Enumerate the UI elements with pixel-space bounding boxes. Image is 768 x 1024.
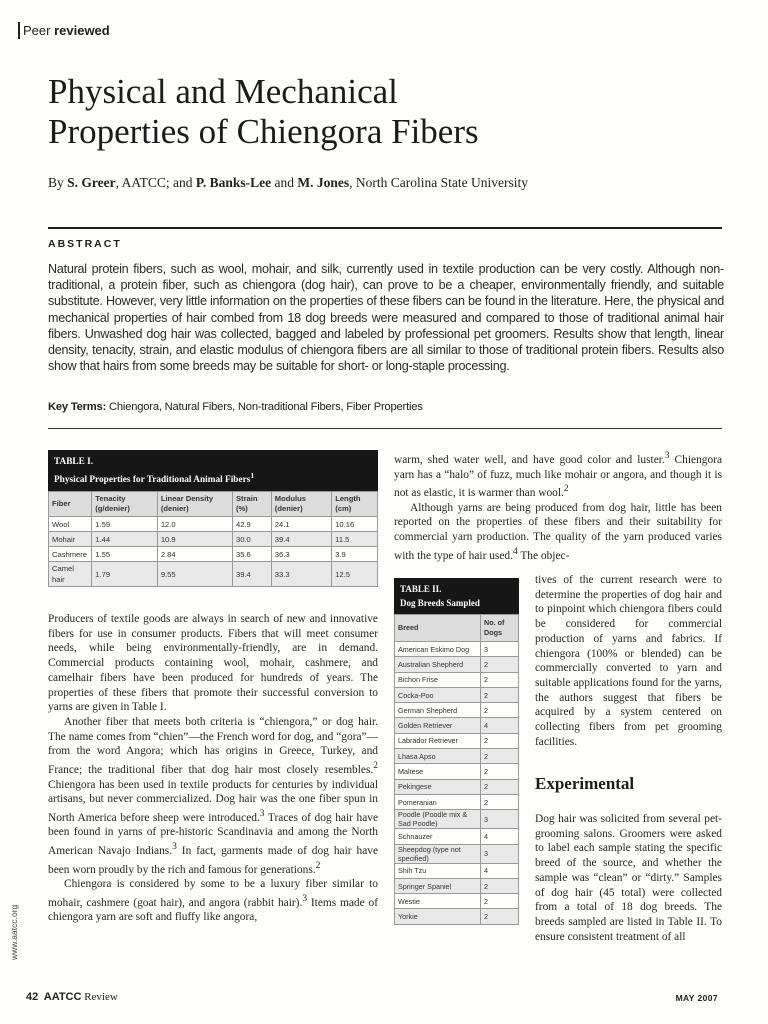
- table-row: [395, 703, 519, 718]
- table-cell: 3: [481, 642, 519, 657]
- table-cell: 2: [481, 703, 519, 718]
- table-row: [49, 517, 378, 532]
- table-cell: 1.44: [92, 532, 158, 547]
- table-1-caption: TABLE I. Physical Properties for Traditional Animal Fibers$^1$: [48, 450, 378, 491]
- table-cell: 2: [481, 878, 519, 893]
- table-row: [395, 749, 519, 764]
- paragraph: warm, shed water well, and have good color and luster.$^3$ Chiengora yarn has a “halo” of fuzz, much like mohair or angora, and though it is not as elastic, it is warmer than wool.$^2$: [394, 451, 723, 499]
- table-row: [395, 779, 519, 794]
- table-cell: 2: [481, 794, 519, 809]
- table-cell: 4: [481, 863, 519, 878]
- table-row: [395, 810, 519, 829]
- table-2-caption: TABLE II. Dog Breeds Sampled: [394, 578, 519, 614]
- table-cell: Lhasa Apso: [395, 749, 481, 764]
- table-row: [395, 642, 519, 657]
- issue-date: MAY 2007: [675, 993, 718, 1003]
- title-line-2: Properties of Chiengora Fibers: [48, 112, 479, 151]
- table-cell: 4: [481, 829, 519, 844]
- key-terms: Key Terms: Chiengora, Natural Fibers, Non-traditional Fibers, Fiber Properties: [48, 401, 423, 413]
- table-cell: 39.4: [232, 562, 271, 587]
- table-row: [395, 844, 519, 863]
- table-cell: 1.55: [92, 547, 158, 562]
- table-cell: Labrador Retriever: [395, 733, 481, 748]
- abstract-heading: ABSTRACT: [48, 238, 122, 250]
- abstract-text: Natural protein fibers, such as wool, mohair, and silk, currently used in textile production can be very costly. Although non-traditional, a protein fiber, such as chiengora (dog hair), can prove to be a cheaper, environmentally friendly, and suitable substitute. However, very little information on the properties of these fibers can be found in the literature. Here, the physical and mechanical properties of hair combed from 18 dog breeds were measured and compared to those of traditional animal hair fibers. Unwashed dog hair was collected, bagged and labeled by professional pet groomers. Results show that length, linear density, tenacity, strain, and elastic modulus of chiengora fibers are all similar to those of traditional protein fibers. Results also show that hairs from some breeds may be suitable for short- or long-staple processing.: [48, 262, 724, 374]
- table-header-cell: Length (cm): [332, 492, 378, 517]
- table-cell: 2: [481, 909, 519, 924]
- table-cell: Cocka-Poo: [395, 687, 481, 702]
- table-row: [395, 672, 519, 687]
- top-rule: [48, 227, 722, 229]
- table-cell: Shih Tzu: [395, 863, 481, 878]
- table-cell: 1.59: [92, 517, 158, 532]
- page-number: 42: [26, 991, 39, 1003]
- table-cell: 2: [481, 764, 519, 779]
- article-title: [48, 72, 728, 152]
- table-header-cell: Modulus (denier): [271, 492, 331, 517]
- table-row: [395, 794, 519, 809]
- table-2: [394, 578, 519, 925]
- table-cell: 42.9: [232, 517, 271, 532]
- table-cell: 2: [481, 657, 519, 672]
- table-cell: Wool: [49, 517, 92, 532]
- table-row: [395, 894, 519, 909]
- table-cell: Westie: [395, 894, 481, 909]
- paragraph: Producers of textile goods are always in search of new and innovative fibers for use in consumer products. Fibers that will meet consumer needs, while being environmentally-friendly, are in demand. Commercial products containing wool, mohair, cashmere, and camelhair fibers have been produced for hundreds of years. The properties of these fibers that promote their successful conversion to yarns are given in Table I.: [48, 613, 378, 714]
- table-cell: Maltese: [395, 764, 481, 779]
- table-cell: 4: [481, 718, 519, 733]
- table-cell: 10.16: [332, 517, 378, 532]
- column-2-text: [394, 449, 722, 563]
- table-cell: Australian Shepherd: [395, 657, 481, 672]
- table-row: [395, 764, 519, 779]
- table-row: [395, 657, 519, 672]
- table-cell: 35.6: [232, 547, 271, 562]
- table-row: [395, 878, 519, 893]
- table-cell: 3: [481, 810, 519, 829]
- table-1: [48, 450, 378, 587]
- table-row: [49, 532, 378, 547]
- table-cell: Springer Spaniel: [395, 878, 481, 893]
- footer-left: 42 AATCC Review: [26, 991, 118, 1003]
- table-cell: German Shepherd: [395, 703, 481, 718]
- table-header-cell: Linear Density (denier): [157, 492, 232, 517]
- table-cell: 24.1: [271, 517, 331, 532]
- column-2-text-continued: [535, 573, 722, 749]
- table-cell: Yorkie: [395, 909, 481, 924]
- table-cell: 9.55: [157, 562, 232, 587]
- table-row: [395, 829, 519, 844]
- table-cell: 39.4: [271, 532, 331, 547]
- table-cell: 2: [481, 733, 519, 748]
- section-heading-experimental: Experimental: [535, 774, 635, 793]
- table-header-cell: Breed: [395, 615, 481, 642]
- table-row: [395, 733, 519, 748]
- table-cell: Camel hair: [49, 562, 92, 587]
- table-header-cell: No. of Dogs: [481, 615, 519, 642]
- table-cell: 30.0: [232, 532, 271, 547]
- table-cell: 3.9: [332, 547, 378, 562]
- table-cell: Pomeranian: [395, 794, 481, 809]
- table-cell: American Eskimo Dog: [395, 642, 481, 657]
- byline: By S. Greer, AATCC; and P. Banks-Lee and M. Jones, North Carolina State University: [48, 175, 528, 190]
- table-cell: 2: [481, 749, 519, 764]
- table-row: [49, 547, 378, 562]
- table-cell: Sheepdog (type not specified): [395, 844, 481, 863]
- table-cell: Pekingese: [395, 779, 481, 794]
- table-cell: 10.9: [157, 532, 232, 547]
- table-row: [395, 909, 519, 924]
- table-cell: 2: [481, 687, 519, 702]
- paragraph: Another fiber that meets both criteria is “chiengora,” or dog hair. The name comes from “chien”—the French word for dog, and “gora”—from the word Angora; which has origins in Greece, Turkey, and France; the traditional fiber that dog hair most closely resembles.$^2$ Chiengora has been used in textile products for centuries by individual artisans, but never commercialized. Dog hair was the one fiber spun in North America before sheep were introduced.$^3$ Traces of dog hair have been found in yarns of pre-historic Scandinavia and among the North American Navajo Indians.$^3$ In fact, garments made of dog hair have been worn proudly by the rich and famous for generations.$^2$: [48, 715, 378, 876]
- table-cell: 12.0: [157, 517, 232, 532]
- table-cell: Mohair: [49, 532, 92, 547]
- table-header-cell: Tenacity (g/denier): [92, 492, 158, 517]
- table-cell: 2: [481, 779, 519, 794]
- table-cell: 3: [481, 844, 519, 863]
- paragraph: Although yarns are being produced from dog hair, little has been reported on the properties of these fibers and their suitability for commercial yarn production. The quality of the yarn produced varies with the type of hair used.$^4$ The objec-: [394, 501, 722, 562]
- paragraph: Dog hair was solicited from several pet-grooming salons. Groomers were asked to label each sample stating the specific breed of the source, and whether the sample was “clean” or “dirty.” Samples of dog hair (45 total) were collected from a total of 18 dog breeds. The breeds sampled are listed in Table II. To ensure consistent treatment of all: [535, 813, 722, 943]
- table-cell: Schnauzer: [395, 829, 481, 844]
- table-row: [395, 718, 519, 733]
- table-cell: 2.84: [157, 547, 232, 562]
- table-cell: Bichon Frise: [395, 672, 481, 687]
- table-cell: 33.3: [271, 562, 331, 587]
- table-cell: 2: [481, 894, 519, 909]
- experimental-text: [535, 812, 722, 944]
- table-cell: 11.5: [332, 532, 378, 547]
- paragraph: Chiengora is considered by some to be a luxury fiber similar to mohair, cashmere (goat hair), and angora (rabbit hair).$^3$ Items made of chiengora yarn are soft and fluffy like angora,: [48, 878, 378, 924]
- abstract-rule: [48, 428, 722, 429]
- section-label: Peer reviewed: [18, 22, 110, 39]
- table-row: [395, 687, 519, 702]
- column-1-text: [48, 612, 378, 925]
- paragraph: tives of the current research were to determine the properties of dog hair and to pinpoint which chiengora fibers could be considered for commercial production of yarns and fabrics. If chiengora (100% or blended) can be commercially converted to yarn and suitable applications found for the yarns, the authors suggest that fibers be acquired by a system centered on collecting fibers from pet grooming facilities.: [535, 574, 722, 748]
- table-cell: Cashmere: [49, 547, 92, 562]
- title-line-1: Physical and Mechanical: [48, 72, 398, 111]
- table-header-cell: Fiber: [49, 492, 92, 517]
- table-header-cell: Strain (%): [232, 492, 271, 517]
- table-row: [395, 863, 519, 878]
- table-cell: Golden Retriever: [395, 718, 481, 733]
- side-url: www.aatcc.org: [9, 904, 19, 960]
- table-cell: 12.5: [332, 562, 378, 587]
- table-cell: 36.3: [271, 547, 331, 562]
- table-cell: 1.79: [92, 562, 158, 587]
- table-row: [49, 562, 378, 587]
- table-cell: 2: [481, 672, 519, 687]
- table-cell: Poodle (Poodle mix & Sad Poodle): [395, 810, 481, 829]
